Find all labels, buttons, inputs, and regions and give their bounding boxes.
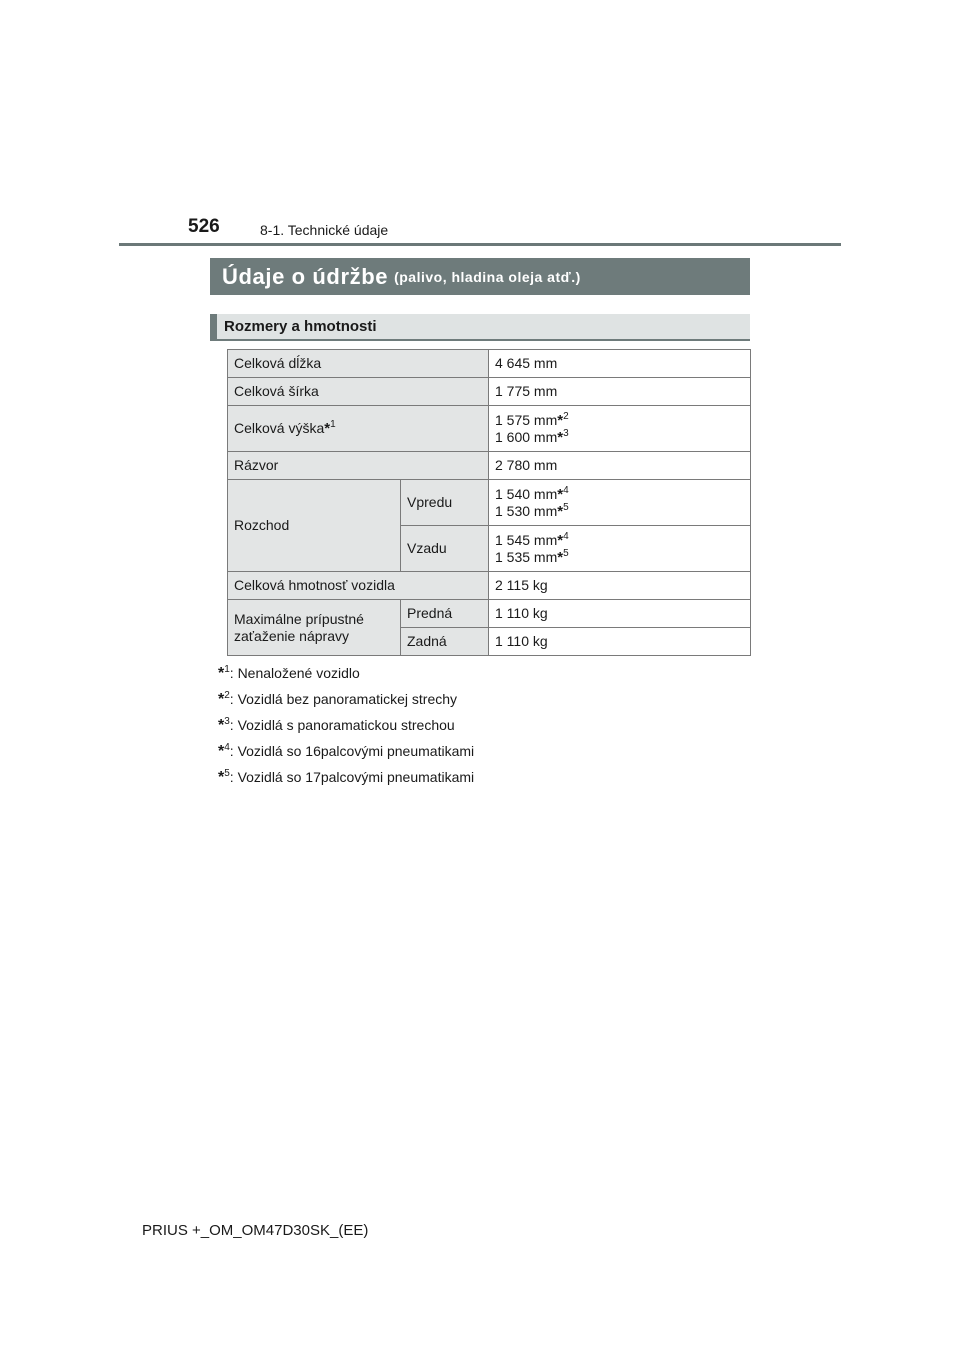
table-row — [228, 378, 751, 406]
asterisk-icon: * — [324, 420, 331, 437]
subsection-title-bar — [210, 314, 750, 341]
front-value-2: 1 530 mm — [495, 502, 558, 519]
table-cell-value: 4 645 mm — [489, 350, 751, 378]
table-cell-label: Maximálne prípustné zaťaženie nápravy — [228, 600, 401, 656]
footnote-number: 1 — [224, 664, 230, 675]
table-cell-value: 1 110 kg — [489, 600, 751, 628]
footnote-number: 3 — [224, 716, 230, 727]
table-cell-label: Celková dĺžka — [228, 350, 489, 378]
table-row — [228, 406, 751, 452]
footnote-ref: 4 — [563, 530, 569, 542]
table-row — [228, 600, 751, 628]
footnote-ref: 2 — [563, 410, 569, 422]
table-cell-label — [228, 406, 489, 452]
footnote-item — [218, 662, 474, 688]
asterisk-icon: * — [557, 502, 564, 520]
table-cell-value — [489, 526, 751, 572]
subsection-title: Rozmery a hmotnosti — [224, 318, 377, 335]
asterisk-icon: * — [218, 691, 225, 708]
table-cell-label: Celková šírka — [228, 378, 489, 406]
footnote-text: : Vozidlá s panoramatickou strechou — [229, 717, 455, 733]
footnotes — [218, 662, 474, 792]
table-cell-value: 2 780 mm — [489, 452, 751, 480]
footnote-item — [218, 766, 474, 792]
main-title-bar — [210, 258, 750, 295]
table-row — [228, 452, 751, 480]
table-cell-value: 2 115 kg — [489, 572, 751, 600]
asterisk-icon: * — [218, 665, 225, 682]
main-subtitle: (palivo, hladina oleja atď.) — [394, 268, 581, 285]
rear-value-2: 1 535 mm — [495, 548, 558, 565]
table-cell-value: 1 110 kg — [489, 628, 751, 656]
table-cell-sublabel: Predná — [401, 600, 489, 628]
main-title: Údaje o údržbe — [222, 263, 389, 289]
footnote-text: : Vozidlá bez panoramatickej strechy — [229, 691, 458, 707]
asterisk-icon: * — [557, 485, 564, 503]
table-row — [228, 572, 751, 600]
footnote-number: 4 — [224, 742, 230, 753]
footnote-item — [218, 714, 474, 740]
footnote-text: : Vozidlá so 17palcovými pneumatikami — [229, 769, 475, 785]
asterisk-icon: * — [218, 717, 225, 734]
table-row — [228, 350, 751, 378]
footnote-ref: 5 — [563, 501, 569, 513]
table-cell-value: 1 775 mm — [489, 378, 751, 406]
height-value-2: 1 600 mm — [495, 428, 558, 445]
header-rule — [119, 243, 841, 246]
footnote-text: : Vozidlá so 16palcovými pneumatikami — [229, 743, 475, 759]
table-cell-sublabel: Zadná — [401, 628, 489, 656]
dimensions-table — [227, 349, 751, 656]
table-cell-value — [489, 406, 751, 452]
asterisk-icon: * — [557, 548, 564, 566]
asterisk-icon: * — [218, 769, 225, 786]
page-number: 526 — [188, 216, 220, 237]
rear-value-1: 1 545 mm — [495, 531, 558, 548]
footnote-text: : Nenaložené vozidlo — [229, 665, 360, 681]
asterisk-icon: * — [557, 428, 564, 446]
table-cell-label: Rozchod — [228, 480, 401, 572]
footnote-ref: 1 — [330, 419, 336, 430]
footnote-item — [218, 740, 474, 766]
height-label-text: Celková výška — [234, 420, 325, 436]
footnote-item — [218, 688, 474, 714]
table-cell-label: Celková hmotnosť vozidla — [228, 572, 489, 600]
asterisk-icon: * — [557, 531, 564, 549]
footnote-ref: 3 — [563, 427, 569, 439]
footnote-ref: 4 — [563, 484, 569, 496]
asterisk-icon: * — [218, 743, 225, 760]
document-id: PRIUS +_OM_OM47D30SK_(EE) — [142, 1222, 369, 1239]
table-cell-sublabel: Vzadu — [401, 526, 489, 572]
table-row — [228, 480, 751, 526]
front-value-1: 1 540 mm — [495, 485, 558, 502]
section-path: 8-1. Technické údaje — [260, 222, 389, 238]
table-cell-sublabel: Vpredu — [401, 480, 489, 526]
footnote-number: 5 — [224, 768, 230, 779]
height-value-1: 1 575 mm — [495, 411, 558, 428]
asterisk-icon: * — [557, 411, 564, 429]
footnote-ref: 5 — [563, 547, 569, 559]
table-cell-value — [489, 480, 751, 526]
table-cell-label: Rázvor — [228, 452, 489, 480]
footnote-number: 2 — [224, 690, 230, 701]
